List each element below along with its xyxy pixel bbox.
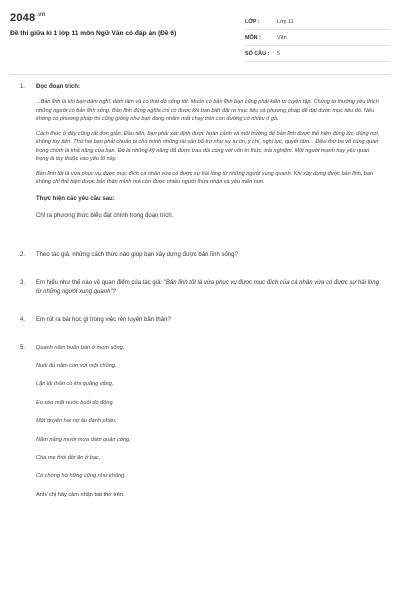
meta-key: SỐ CÂU :: [245, 50, 270, 57]
question-number: 2.: [20, 251, 26, 258]
question-number: 1.: [20, 84, 26, 90]
logo-suffix: .vn: [36, 12, 46, 19]
requirement-text: Chỉ ra phương thức biểu đạt chính trong đoạn trích.: [36, 212, 174, 219]
site-logo[interactable]: [10, 12, 240, 24]
logo-text: 2048: [10, 12, 36, 24]
question-heading: Đọc đoạn trích:: [36, 84, 81, 90]
question-number: 5.: [20, 344, 26, 351]
question-number: 3.: [20, 279, 26, 286]
meta-key: MÔN :: [245, 34, 261, 41]
question-number: 4.: [20, 316, 26, 323]
header-left: [10, 10, 240, 66]
meta-row-subject: [245, 30, 390, 46]
passage-paragraph: ...Bản lĩnh là khi bạn dám nghĩ, dám làm và có thái độ sống tốt. Muốn có bản lĩnh bạn cũng phải kiên trì luyện tập. Chúng ta thường yêu thích những người có bản lĩnh sống. Bản lĩnh đúng nghĩa chỉ có được khi bạn biết đặt ra mục tiêu và phương pháp để đạt được mục tiêu đó. Nếu không có phương pháp thì cũng giống như bạn đang nhắm mắt chạy trên con đường có nhiều ổ gà.: [36, 99, 379, 123]
question-5: [20, 344, 380, 500]
poem: [36, 344, 380, 500]
question-text: Em hiểu như thế nào về quan điểm của tác giả:: [36, 279, 164, 286]
question-body: [36, 279, 380, 297]
passage-paragraph: Bản lĩnh tốt là vừa phục vụ được mục đích cá nhân vừa có được sự hài lòng từ những người xung quanh. Khi xây dựng được bản lĩnh, bạn không chỉ thể hiện được bản thân mình mà còn được nhiều người thừa nhận và yêu mến hơn.: [36, 170, 374, 186]
question-prompt: Anh/ chị hãy cảm nhận bài thơ trên.: [36, 491, 125, 498]
poem-line: Nuôi đủ năm con với một chồng.: [36, 363, 117, 370]
question-1: [20, 83, 380, 221]
question-3: [20, 279, 380, 297]
question-body: [36, 83, 380, 221]
meta-key: LỚP :: [245, 18, 260, 25]
poem-line: Có chồng hờ hững cũng như không.: [36, 473, 126, 480]
header: [10, 10, 390, 66]
meta-row-count: [245, 46, 390, 62]
question-list: [10, 83, 390, 499]
poem-line: Quanh năm buôn bán ở mom sông,: [36, 344, 125, 351]
poem-line: Eo sèo mặt nước buổi đò đông.: [36, 399, 115, 406]
question-text: Theo tác giả, những cách thức nào giúp bạn xây dựng được bản lĩnh sống?: [36, 251, 238, 258]
requirement-label: Thực hiện các yêu cầu sau:: [36, 195, 115, 202]
meta-value: 5: [277, 50, 280, 57]
question-4: [20, 316, 380, 325]
meta-table: [245, 14, 390, 66]
question-2: [20, 251, 380, 260]
poem-line: Lặn lội thân cò khi quãng vắng,: [36, 381, 114, 388]
meta-value: Văn: [277, 34, 287, 41]
quoted-text: "Bản lĩnh tốt là vừa phục vụ được mục đích của cá nhân vừa có được sự hài lòng từ những người xung quanh"?: [36, 279, 379, 295]
header-divider: [10, 74, 390, 75]
question-text: Em rút ra bài học gì trong việc rèn luyện bản thân?: [36, 316, 171, 323]
passage-paragraph: Cách thức ở đây cũng rất đơn giản. Đầu tiên, bạn phải xác định được hoàn cảnh và môi trường để bản lĩnh được thể hiện đúng lúc, đúng nơi, không tùy tiện. Thứ hai bạn phải chuẩn bị cho mình những tài sản bổ trợ như sự tự tin, ý chí, nghị lực, quyết tâm... Điều thứ ba vô cùng quan trọng chính là khả năng của bạn. Đó là những kỹ năng đã được trau dồi cùng với vốn tri thức, trải nghiệm. Một người mạnh hay yếu quan trọng là tùy thuộc vào yếu tố này.: [36, 130, 380, 163]
meta-row-class: [245, 14, 390, 30]
poem-line: Năm nắng mười mưa dám quản công.: [36, 436, 131, 443]
meta-value: Lớp 11: [277, 18, 294, 25]
poem-line: Cha mẹ thói đời ăn ở bạc,: [36, 454, 101, 461]
poem-line: Một duyên hai nợ âu đành phận,: [36, 418, 117, 425]
document-title: Đề thi giữa kì 1 lớp 11 môn Ngữ Văn có đáp án (Đề 6): [10, 30, 177, 37]
